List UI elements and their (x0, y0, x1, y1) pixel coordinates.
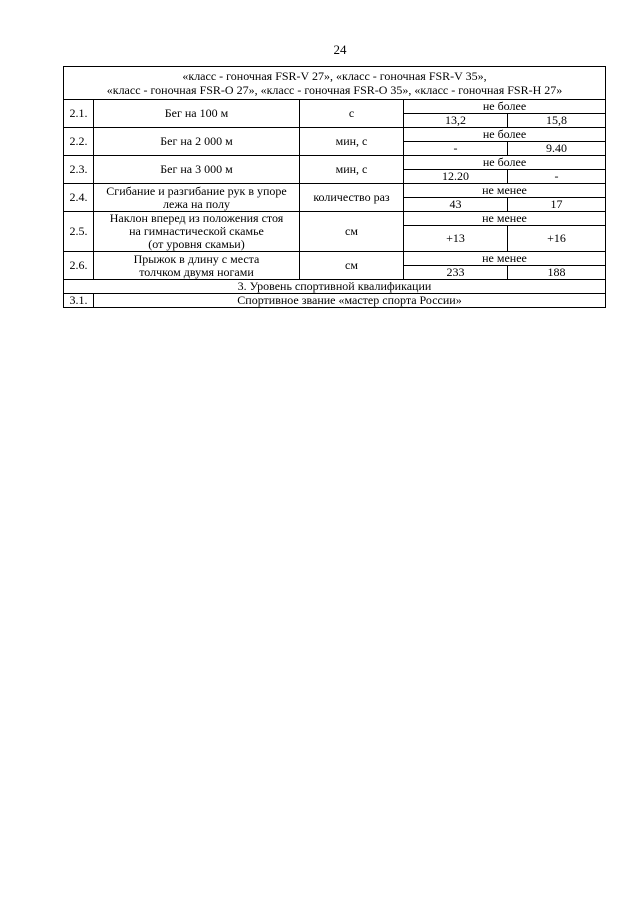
boat-classes-header (64, 67, 606, 100)
condition-cell: не менее (404, 184, 606, 198)
row-number: 2.6. (64, 252, 94, 280)
section-row (64, 280, 606, 294)
row-number: 2.4. (64, 184, 94, 212)
row-number: 3.1. (64, 294, 94, 308)
value-cell: 233 (404, 266, 508, 280)
boat-classes-line-1: «класс - гоночная FSR-V 27», «класс - гоночная FSR-V 35», (182, 69, 487, 83)
unit-cell: количество раз (300, 184, 404, 212)
unit-cell: мин, с (300, 156, 404, 184)
value-cell: - (508, 170, 606, 184)
unit-cell: см (300, 212, 404, 252)
unit-cell: мин, с (300, 128, 404, 156)
exercise-name (94, 184, 300, 212)
boat-classes-line-2: «класс - гоночная FSR-O 27», «класс - гоночная FSR-O 35», «класс - гоночная FSR-H 27» (106, 83, 563, 97)
table-row (64, 128, 606, 142)
value-cell: 43 (404, 198, 508, 212)
table-row (64, 184, 606, 198)
value-cell: 15,8 (508, 114, 606, 128)
exercise-name-line-1: Прыжок в длину с места (133, 251, 260, 266)
row-number: 2.3. (64, 156, 94, 184)
condition-cell: не более (404, 156, 606, 170)
value-cell: 13,2 (404, 114, 508, 128)
table-row (64, 100, 606, 114)
row-number: 2.5. (64, 212, 94, 252)
exercise-name (94, 212, 300, 252)
exercise-name-line-2: толчком двумя ногами (139, 264, 254, 279)
exercise-name (94, 252, 300, 280)
exercise-name-line-1: Сгибание и разгибание рук в упоре (106, 183, 287, 198)
value-cell: 188 (508, 266, 606, 280)
row-number: 2.1. (64, 100, 94, 128)
exercise-name: Бег на 3 000 м (94, 156, 300, 184)
table-row (64, 156, 606, 170)
value-cell: +13 (404, 226, 508, 252)
exercise-name-line-2: лежа на полу (163, 196, 230, 211)
table-row (64, 212, 606, 226)
page-number: 24 (333, 42, 347, 57)
exercise-name-line-2: на гимнастической скамье (129, 224, 264, 238)
qualification-text: Спортивное звание «мастер спорта России» (94, 294, 606, 308)
condition-cell: не менее (404, 212, 606, 226)
table-header-row (64, 67, 606, 100)
exercise-name: Бег на 2 000 м (94, 128, 300, 156)
condition-cell: не менее (404, 252, 606, 266)
norms-table (63, 66, 606, 308)
row-number: 2.2. (64, 128, 94, 156)
condition-cell: не более (404, 128, 606, 142)
value-cell: 9.40 (508, 142, 606, 156)
table-row (64, 252, 606, 266)
value-cell: 12.20 (404, 170, 508, 184)
exercise-name-line-3: (от уровня скамьи) (148, 237, 245, 251)
unit-cell: см (300, 252, 404, 280)
section-3-title: 3. Уровень спортивной квалификации (64, 280, 606, 294)
value-cell: - (404, 142, 508, 156)
condition-cell: не более (404, 100, 606, 114)
exercise-name: Бег на 100 м (94, 100, 300, 128)
table-row (64, 294, 606, 308)
unit-cell: с (300, 100, 404, 128)
exercise-name-line-1: Наклон вперед из положения стоя (109, 211, 284, 225)
value-cell: +16 (508, 226, 606, 252)
value-cell: 17 (508, 198, 606, 212)
